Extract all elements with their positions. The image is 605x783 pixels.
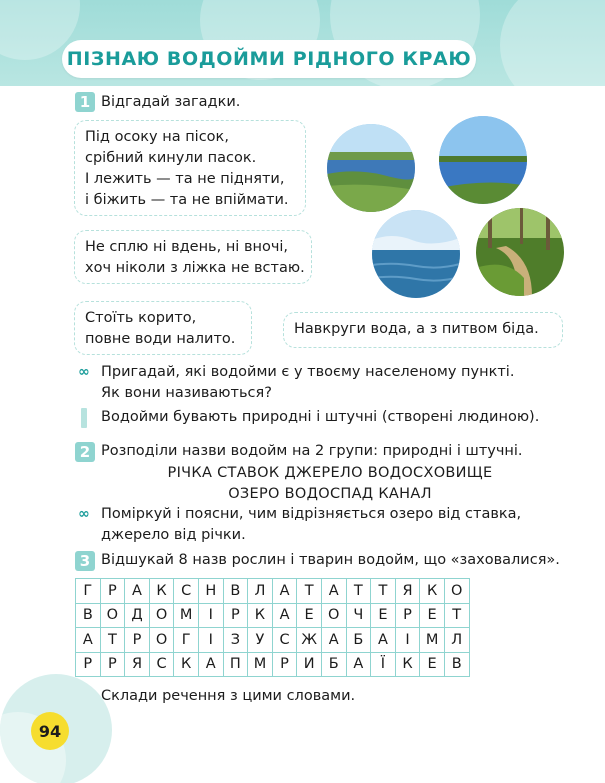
grid-cell[interactable]: Е [297,603,322,628]
grid-cell[interactable]: А [125,579,150,604]
rule-text: Водойми бувають природні і штучні (створені людиною). [101,409,540,425]
task-2-number: 2 [75,442,95,462]
riddle-card-4 [283,312,563,348]
riddle-3-line-1: Стоїть корито, [85,310,197,326]
grid-cell[interactable]: Т [371,579,396,604]
grid-cell[interactable]: М [248,652,273,677]
lake-photo [439,116,527,204]
grid-cell[interactable]: А [272,579,297,604]
grid-cell[interactable]: І [198,628,223,653]
grid-cell[interactable]: Р [100,652,125,677]
page-number: 94 [31,712,69,750]
grid-cell[interactable]: Ч [346,603,371,628]
grid-cell[interactable]: А [198,652,223,677]
think-line-2: джерело від річки. [101,527,246,543]
riddle-2-line-2: хоч ніколи з ліжка не встаю. [85,260,305,276]
grid-cell[interactable]: Я [125,652,150,677]
task-3-number: 3 [75,551,95,571]
grid-cell[interactable]: І [198,603,223,628]
riddle-3-line-2: повне води налито. [85,331,236,347]
grid-cell[interactable]: О [444,579,469,604]
grid-cell[interactable]: Б [346,628,371,653]
task-3-instruction: Відшукай 8 назв рослин і тварин водойм, що «заховалися». [101,552,560,568]
grid-cell[interactable]: А [76,628,101,653]
sentence-task: Склади речення з цими словами. [101,688,356,704]
grid-cell[interactable]: С [174,579,199,604]
grid-cell[interactable]: Ж [297,628,322,653]
grid-cell[interactable]: А [346,652,371,677]
riddle-1-line-1: Під осоку на пісок, [85,129,229,145]
sea-photo [372,210,460,298]
riddle-4-line-1: Навкруги вода, а з питвом біда. [294,321,539,337]
grid-cell[interactable]: Ї [371,652,396,677]
rule-marker-icon [81,408,87,428]
grid-cell[interactable]: І [395,628,420,653]
grid-cell[interactable]: Т [444,603,469,628]
page-title [62,40,476,78]
grid-cell[interactable]: Т [346,579,371,604]
word-search-grid [75,578,470,677]
grid-cell[interactable]: Е [420,603,445,628]
riddle-1-line-4: і біжить — та не впіймати. [85,192,289,208]
grid-cell[interactable]: Л [248,579,273,604]
infinity-icon: ∞ [78,364,90,380]
grid-cell[interactable]: В [223,579,248,604]
recall-line-1: Пригадай, які водойми є у твоєму населеному пункті. [101,364,515,380]
grid-cell[interactable]: Т [100,628,125,653]
grid-cell[interactable]: М [174,603,199,628]
grid-cell[interactable]: Д [125,603,150,628]
task-1-instruction: Відгадай загадки. [101,94,241,110]
grid-cell[interactable]: Л [444,628,469,653]
grid-cell[interactable]: М [420,628,445,653]
grid-cell[interactable]: П [223,652,248,677]
riddle-card-2 [74,230,312,284]
grid-cell[interactable]: К [395,652,420,677]
grid-cell[interactable]: А [321,628,346,653]
grid-cell[interactable]: О [321,603,346,628]
riddle-card-1 [74,120,306,216]
grid-cell[interactable]: С [149,652,174,677]
spring-photo [476,208,564,296]
grid-cell[interactable]: Р [223,603,248,628]
grid-row [76,652,470,677]
grid-row [76,628,470,653]
grid-cell[interactable]: К [149,579,174,604]
grid-cell[interactable]: Б [321,652,346,677]
page-title-text: ПІЗНАЮ ВОДОЙМИ РІДНОГО КРАЮ [66,48,472,70]
task-1-number: 1 [75,92,95,112]
grid-cell[interactable]: Г [174,628,199,653]
grid-cell[interactable]: Р [100,579,125,604]
grid-cell[interactable]: У [248,628,273,653]
grid-cell[interactable]: К [248,603,273,628]
infinity-icon: ∞ [78,506,90,522]
grid-cell[interactable]: В [444,652,469,677]
grid-cell[interactable]: О [100,603,125,628]
words-line-2: ОЗЕРО ВОДОСПАД КАНАЛ [228,486,432,502]
grid-row [76,579,470,604]
grid-cell[interactable]: О [149,603,174,628]
grid-cell[interactable]: Р [76,652,101,677]
grid-cell[interactable]: Р [395,603,420,628]
grid-cell[interactable]: Г [76,579,101,604]
river-photo [327,124,415,212]
think-line-1: Поміркуй і поясни, чим відрізняється озеро від ставка, [101,506,522,522]
grid-cell[interactable]: Р [272,652,297,677]
grid-cell[interactable]: В [76,603,101,628]
grid-cell[interactable]: Я [395,579,420,604]
grid-cell[interactable]: О [149,628,174,653]
grid-cell[interactable]: К [174,652,199,677]
grid-cell[interactable]: А [321,579,346,604]
riddle-1-line-2: срібний кинули пасок. [85,150,257,166]
grid-cell[interactable]: А [272,603,297,628]
grid-cell[interactable]: З [223,628,248,653]
grid-cell[interactable]: Е [371,603,396,628]
grid-cell[interactable]: Р [125,628,150,653]
grid-cell[interactable]: К [420,579,445,604]
riddle-2-line-1: Не сплю ні вдень, ні вночі, [85,239,289,255]
riddle-card-3 [74,301,252,355]
grid-cell[interactable]: Е [420,652,445,677]
grid-cell[interactable]: С [272,628,297,653]
riddle-1-line-3: І лежить — та не підняти, [85,171,285,187]
grid-cell[interactable]: А [371,628,396,653]
task-2-instruction: Розподіли назви водойм на 2 групи: природні і штучні. [101,443,523,459]
grid-cell[interactable]: И [297,652,322,677]
recall-line-2: Як вони називаються? [101,385,272,401]
words-line-1: РІЧКА СТАВОК ДЖЕРЕЛО ВОДОСХОВИЩЕ [167,465,493,481]
grid-row [76,603,470,628]
grid-cell[interactable]: Н [198,579,223,604]
grid-cell[interactable]: Т [297,579,322,604]
